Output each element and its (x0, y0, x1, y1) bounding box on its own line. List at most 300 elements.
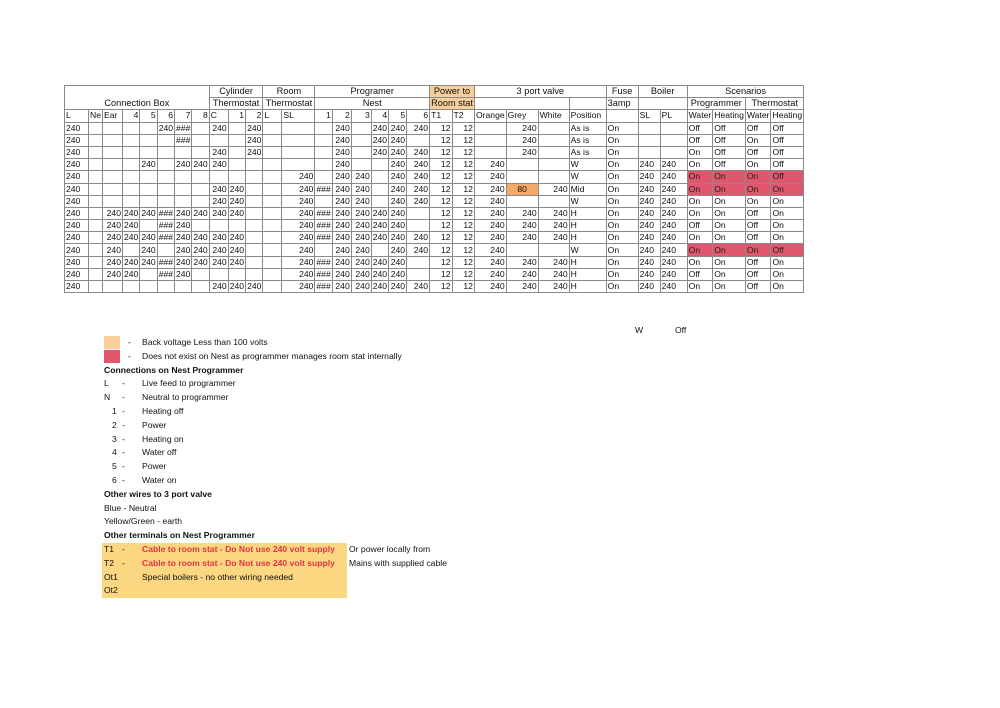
table-cell: 240 (389, 122, 407, 134)
connection-desc: Water off (142, 447, 177, 458)
table-cell: 240 (65, 183, 89, 195)
table-cell: 240 (389, 171, 407, 183)
table-cell: 12 (430, 232, 452, 244)
table-cell (103, 183, 123, 195)
table-cell (660, 146, 687, 158)
table-cell: 12 (430, 220, 452, 232)
table-cell (263, 122, 282, 134)
table-cell: 240 (332, 281, 351, 293)
nest-connection-item (104, 446, 255, 460)
table-cell (263, 244, 282, 256)
table-cell: H (569, 220, 606, 232)
table-cell: 240 (176, 232, 191, 243)
table-cell (407, 134, 430, 146)
table-cell (371, 183, 388, 195)
cylinder-header: Cylinder (209, 86, 263, 98)
table-cell: 240 (638, 244, 660, 256)
table-cell (351, 159, 371, 171)
table-row (65, 195, 804, 207)
table-cell: 240 (372, 256, 388, 267)
table-cell (538, 122, 569, 134)
table-cell: ### (176, 122, 191, 133)
table-cell: 240 (351, 183, 371, 195)
table-cell: 240 (332, 171, 351, 183)
table-cell (89, 281, 103, 293)
table-cell: 240 (407, 146, 430, 158)
table-cell (103, 171, 123, 183)
table-cell: On (687, 207, 713, 219)
column-header: 6 (407, 110, 430, 122)
table-cell: 240 (474, 183, 506, 195)
table-cell (228, 122, 245, 134)
table-cell: 240 (193, 207, 208, 218)
table-cell (263, 195, 282, 207)
table-cell: 240 (65, 122, 89, 134)
table-cell: 240 (389, 134, 407, 146)
table-cell: 12 (452, 183, 474, 195)
table-cell: 240 (229, 232, 245, 243)
nest-heading: Connections on Nest Programmer (104, 364, 244, 375)
table-cell: 240 (209, 122, 228, 134)
connection-desc: Neutral to programmer (142, 392, 229, 403)
table-cell: 240 (176, 207, 191, 218)
table-cell: On (606, 146, 638, 158)
table-cell (246, 256, 263, 268)
table-cell: On (713, 220, 746, 232)
table-cell: 240 (506, 122, 538, 134)
table-cell (538, 134, 569, 146)
table-cell (103, 281, 123, 293)
table-row (65, 207, 804, 219)
nest-connection-item (104, 460, 255, 474)
table-cell: On (606, 281, 638, 293)
table-row (65, 268, 804, 280)
table-cell: 240 (372, 268, 388, 279)
table-cell: ### (316, 183, 331, 194)
table-cell (89, 146, 103, 158)
table-cell: ### (316, 232, 331, 243)
table-cell: On (745, 244, 771, 256)
table-cell: 240 (407, 281, 430, 293)
table-cell: 240 (209, 159, 228, 171)
connection-dash: - (122, 405, 125, 416)
table-cell (315, 171, 332, 183)
table-cell (351, 134, 371, 146)
table-cell: 240 (372, 134, 388, 145)
table-row (65, 159, 804, 171)
table-cell: 240 (229, 244, 245, 255)
connection-desc: Live feed to programmer (142, 378, 236, 389)
table-cell (315, 159, 332, 171)
table-cell: On (771, 281, 804, 293)
table-cell (103, 159, 123, 171)
table-cell (157, 183, 174, 195)
table-cell: 240 (372, 122, 388, 133)
column-header: White (538, 110, 569, 122)
table-cell: 240 (351, 220, 371, 232)
table-cell: 12 (430, 122, 452, 134)
table-cell (371, 244, 388, 256)
table-cell (538, 171, 569, 183)
table-cell: Off (713, 122, 746, 134)
table-cell: 80 (506, 183, 538, 195)
table-cell: 240 (538, 183, 569, 195)
table-cell: 240 (474, 256, 506, 268)
table-row (65, 244, 804, 256)
legend-dash: - (128, 337, 131, 347)
table-cell (228, 134, 245, 146)
table-cell (103, 134, 123, 146)
table-cell: 240 (282, 207, 315, 219)
table-cell: Off (771, 244, 804, 256)
other-terminals-heading: Other terminals on Nest Programmer (104, 530, 255, 541)
table-cell: Off (713, 159, 746, 171)
table-cell: 240 (660, 220, 687, 232)
table-cell (123, 244, 140, 256)
table-cell (315, 195, 332, 207)
column-header: Heating (714, 110, 744, 121)
table-cell (123, 159, 140, 171)
table-cell: 240 (158, 122, 174, 133)
table-cell (638, 134, 660, 146)
column-header: L (65, 110, 89, 122)
table-cell: 240 (103, 232, 123, 244)
table-cell (140, 183, 157, 195)
table-cell: 240 (389, 159, 407, 171)
table-cell: 240 (65, 244, 89, 256)
table-row (65, 146, 804, 158)
table-cell (246, 183, 263, 195)
table-cell: 240 (389, 146, 407, 158)
table-cell: 240 (247, 134, 262, 145)
table-cell: 240 (407, 159, 430, 171)
connection-key: 5 (112, 461, 117, 472)
table-cell: 240 (193, 159, 208, 170)
table-cell: Off (771, 159, 804, 171)
table-cell: 240 (282, 244, 315, 256)
table-cell: 240 (229, 207, 245, 218)
table-cell: 240 (660, 207, 687, 219)
column-header: 7 (175, 110, 192, 122)
table-cell: 240 (229, 183, 245, 194)
table-cell: ### (316, 281, 331, 292)
table-cell: 240 (193, 256, 208, 267)
table-cell: 240 (638, 207, 660, 219)
table-row (65, 281, 804, 293)
table-cell: 240 (282, 256, 315, 268)
table-cell: On (713, 171, 746, 183)
column-header: PL (660, 110, 687, 122)
table-cell (638, 146, 660, 158)
table-cell (407, 220, 430, 232)
table-cell: 240 (660, 256, 687, 268)
table-cell (140, 220, 157, 232)
table-cell: 240 (124, 232, 139, 243)
table-cell: 240 (209, 207, 228, 219)
table-cell: 240 (209, 256, 228, 268)
below-position: W (635, 325, 644, 335)
table-cell: 240 (660, 195, 687, 207)
table-cell (351, 146, 371, 158)
table-cell (103, 122, 123, 134)
column-header: L (263, 110, 282, 122)
table-cell: On (687, 183, 713, 195)
below-fuse: Off (675, 325, 687, 335)
table-cell: 240 (209, 281, 228, 293)
table-cell: ### (316, 220, 331, 231)
table-cell: 12 (452, 244, 474, 256)
table-cell (660, 122, 687, 134)
column-header: Position (569, 110, 606, 122)
table-cell (506, 159, 538, 171)
connection-desc: Water on (142, 474, 177, 485)
header-row-1 (65, 86, 804, 98)
table-cell: 240 (65, 146, 89, 158)
connection-key: 6 (112, 474, 117, 485)
table-cell: 240 (282, 171, 315, 183)
table-cell: On (687, 146, 713, 158)
column-header: 2 (246, 110, 263, 122)
table-cell: ### (316, 256, 331, 267)
table-cell (157, 146, 174, 158)
table-cell (192, 195, 209, 207)
table-cell: On (606, 171, 638, 183)
table-cell: 240 (141, 232, 156, 243)
table-cell: As is (569, 122, 606, 134)
table-cell: On (771, 232, 804, 244)
table-cell: 240 (372, 232, 388, 243)
table-cell: 240 (660, 281, 687, 293)
table-cell (228, 268, 245, 280)
table-cell: 240 (407, 171, 430, 183)
terminal-key: T1 (104, 543, 115, 554)
table-cell: 12 (430, 134, 452, 146)
table-cell: On (745, 134, 771, 146)
table-cell: 240 (407, 183, 430, 195)
table-cell: 240 (141, 159, 156, 170)
table-cell (89, 220, 103, 232)
table-cell (407, 207, 430, 219)
table-cell (140, 122, 157, 134)
table-cell: 240 (351, 207, 371, 219)
table-cell: 240 (124, 220, 139, 231)
table-cell: ### (158, 220, 174, 231)
table-cell: 240 (332, 256, 351, 268)
terminal-key: Ot1 (104, 571, 118, 582)
column-header: Heating (772, 110, 803, 121)
table-cell: Off (745, 122, 771, 134)
table-cell (228, 220, 245, 232)
connection-dash: - (122, 419, 125, 430)
table-cell: On (687, 195, 713, 207)
table-cell: 240 (229, 281, 245, 292)
table-cell (538, 195, 569, 207)
table-cell: 240 (282, 281, 315, 293)
legend (104, 336, 447, 598)
table-row (65, 183, 804, 195)
table-cell (89, 256, 103, 268)
table-cell: 240 (474, 220, 506, 232)
column-header-row (65, 110, 804, 122)
nest-connection-item (104, 433, 255, 447)
terminal-note: Or power locally from (349, 543, 431, 554)
column-header: Water (688, 110, 712, 121)
table-cell (157, 281, 174, 293)
table-cell: 240 (209, 195, 228, 207)
nest-connection-item (104, 474, 255, 488)
table-cell: 240 (638, 159, 660, 171)
table-cell (228, 171, 245, 183)
connection-dash: - (122, 433, 125, 444)
column-header: C (209, 110, 228, 122)
table-cell: 240 (103, 244, 123, 256)
table-cell: 240 (247, 122, 262, 133)
table-cell: 12 (452, 256, 474, 268)
table-cell: H (569, 232, 606, 244)
table-cell (209, 134, 228, 146)
table-cell: Off (713, 134, 746, 146)
table-cell: 240 (638, 171, 660, 183)
table-cell: On (771, 183, 804, 195)
table-cell: 12 (430, 195, 452, 207)
table-cell: 240 (389, 220, 407, 232)
table-cell (263, 268, 282, 280)
table-cell (371, 171, 388, 183)
table-cell (123, 122, 140, 134)
terminal-key: Ot2 (104, 585, 118, 596)
wiring-table (64, 85, 804, 293)
table-cell (175, 171, 192, 183)
table-cell (209, 171, 228, 183)
column-header: Orange (475, 110, 505, 121)
terminal-item (104, 571, 293, 585)
connection-dash: - (122, 447, 125, 458)
table-cell: Off (745, 207, 771, 219)
table-cell (351, 122, 371, 134)
nest-connection-item (104, 377, 255, 391)
table-cell: 12 (452, 268, 474, 280)
table-cell (315, 134, 332, 146)
table-cell (506, 171, 538, 183)
table-cell: 240 (474, 171, 506, 183)
table-cell (175, 183, 192, 195)
power-subheader: Room stat (431, 98, 473, 109)
table-cell: 240 (193, 244, 208, 255)
table-cell: On (606, 159, 638, 171)
power-header: Power to (430, 86, 475, 98)
programmer-subheader: Programmer (687, 98, 745, 110)
table-cell (175, 281, 192, 293)
table-cell (89, 195, 103, 207)
table-cell (103, 146, 123, 158)
table-cell (228, 159, 245, 171)
table-cell (89, 207, 103, 219)
table-cell: Off (687, 134, 713, 146)
table-cell: ### (158, 268, 174, 279)
table-cell: 240 (389, 244, 407, 256)
table-cell (140, 268, 157, 280)
column-header: SL (282, 110, 315, 122)
table-cell: Off (713, 146, 746, 158)
table-cell: 240 (141, 244, 156, 255)
column-header: 8 (192, 110, 209, 122)
table-cell: On (713, 256, 746, 268)
connection-key: L (104, 378, 109, 389)
table-cell: Mid (569, 183, 606, 195)
table-cell: 240 (506, 256, 538, 268)
peach-swatch (104, 336, 120, 349)
table-cell: 240 (660, 268, 687, 280)
table-cell: 240 (351, 256, 371, 268)
table-cell: 240 (506, 146, 538, 158)
table-cell (89, 122, 103, 134)
table-cell (246, 195, 263, 207)
table-cell: 12 (452, 122, 474, 134)
table-cell (506, 195, 538, 207)
table-cell (157, 171, 174, 183)
table-cell: 240 (351, 195, 371, 207)
terminal-desc: Cable to room stat - Do Not use 240 volt supply (142, 557, 335, 568)
table-cell: 12 (452, 134, 474, 146)
table-cell (123, 171, 140, 183)
table-cell (246, 232, 263, 244)
table-cell: 240 (229, 195, 245, 206)
cylinder-subheader: Thermostat (209, 98, 263, 110)
nest-connection-item (104, 391, 255, 405)
table-cell: 240 (407, 232, 430, 244)
nest-connection-item (104, 419, 255, 433)
table-cell: 240 (351, 171, 371, 183)
table-row (65, 232, 804, 244)
table-cell (157, 159, 174, 171)
table-cell: 240 (141, 256, 156, 267)
table-cell: Off (771, 122, 804, 134)
table-cell: 240 (282, 220, 315, 232)
table-cell: As is (569, 146, 606, 158)
legend-back-voltage-text: Back voltage Less than 100 volts (142, 337, 268, 347)
table-cell (157, 134, 174, 146)
table-cell: On (745, 195, 771, 207)
column-header: T1 (430, 110, 452, 122)
valve-subheader-blank (474, 98, 569, 110)
table-cell: 240 (282, 183, 315, 195)
table-cell: H (569, 281, 606, 293)
table-cell: H (569, 256, 606, 268)
table-cell: On (771, 207, 804, 219)
table-cell: On (745, 183, 771, 195)
table-cell: Off (771, 171, 804, 183)
table-cell (123, 195, 140, 207)
column-header: 6 (157, 110, 174, 122)
table-cell (140, 134, 157, 146)
table-cell: 240 (332, 134, 351, 146)
table-cell: 240 (351, 232, 371, 244)
nest-connection-item (104, 405, 255, 419)
table-cell (192, 171, 209, 183)
terminal-desc: Cable to room stat - Do Not use 240 volt supply (142, 543, 335, 554)
table-cell (246, 171, 263, 183)
valve-subheader-blank (569, 98, 606, 110)
table-cell: 240 (660, 183, 687, 195)
table-cell: 240 (103, 220, 123, 232)
table-cell: 240 (660, 244, 687, 256)
table-cell (371, 195, 388, 207)
table-cell: On (687, 232, 713, 244)
nest-connections-list (104, 377, 255, 487)
legend-not-exist-text: Does not exist on Nest as programmer manages room stat internally (142, 350, 402, 361)
table-cell (175, 146, 192, 158)
table-cell: ### (158, 232, 174, 243)
